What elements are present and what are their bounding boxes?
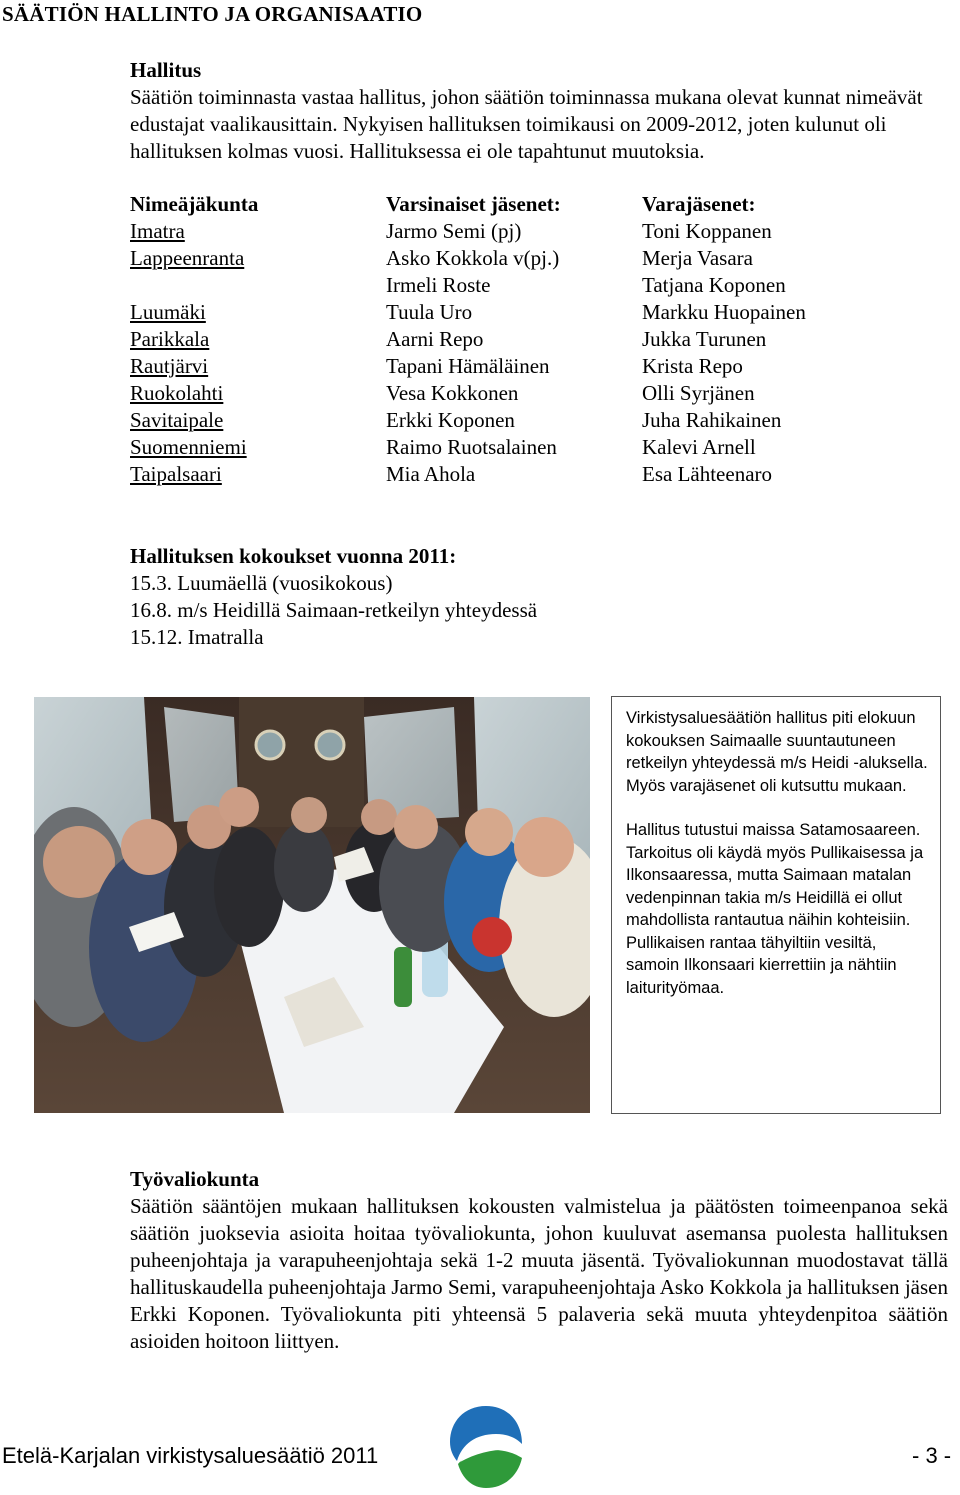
- deputy-cell: Merja Vasara: [642, 246, 753, 270]
- table-row: [130, 434, 930, 461]
- municipality-cell: [130, 272, 386, 299]
- photo-caption-box: [611, 696, 941, 1114]
- column-header-deputies: Varajäsenet:: [642, 192, 756, 216]
- meeting-photo: [34, 697, 590, 1113]
- deputy-cell: Kalevi Arnell: [642, 435, 756, 459]
- table-row: [130, 407, 930, 434]
- municipality-cell: Parikkala: [130, 327, 210, 351]
- member-cell: Jarmo Semi (pj): [386, 219, 522, 243]
- deputy-cell: Olli Syrjänen: [642, 381, 755, 405]
- member-cell: Erkki Koponen: [386, 408, 515, 432]
- foundation-logo-icon: [446, 1404, 526, 1490]
- hallitus-section: [130, 57, 950, 165]
- table-row: [130, 380, 930, 407]
- member-cell: Irmeli Roste: [386, 273, 491, 297]
- municipality-cell: Imatra: [130, 219, 185, 243]
- deputy-cell: Krista Repo: [642, 354, 743, 378]
- meeting-photo-illustration: [34, 697, 590, 1113]
- deputy-cell: Juha Rahikainen: [642, 408, 782, 432]
- member-cell: Asko Kokkola v(pj.): [386, 246, 560, 270]
- column-header-municipality: Nimeäjäkunta: [130, 192, 259, 216]
- member-cell: Tuula Uro: [386, 300, 473, 324]
- hallitus-heading: Hallitus: [130, 58, 202, 82]
- municipality-cell: Lappeenranta: [130, 246, 245, 270]
- deputy-cell: Markku Huopainen: [642, 300, 806, 324]
- column-header-members: Varsinaiset jäsenet:: [386, 192, 561, 216]
- table-row: [130, 461, 930, 488]
- member-cell: Vesa Kokkonen: [386, 381, 519, 405]
- tyovaliokunta-heading: Työvaliokunta: [130, 1167, 260, 1191]
- table-row: [130, 299, 930, 326]
- tyovaliokunta-section: [130, 1166, 948, 1355]
- municipality-cell: Rautjärvi: [130, 354, 209, 378]
- deputy-cell: Tatjana Koponen: [642, 273, 786, 297]
- footer-organization: Etelä-Karjalan virkistysaluesäätiö 2011: [2, 1443, 379, 1468]
- table-header-row: [130, 191, 930, 218]
- member-cell: Aarni Repo: [386, 327, 484, 351]
- caption-paragraph: Virkistysaluesäätiön hallitus piti elokuun kokouksen Saimaalle suuntautuneen retkeilyn yhteydessä m/s Heidi -aluksella. Myös varajäsenet oli kutsuttu mukaan.: [626, 709, 928, 795]
- meeting-item: 16.8. m/s Heidillä Saimaan-retkeilyn yhteydessä: [130, 598, 538, 622]
- deputy-cell: Jukka Turunen: [642, 327, 767, 351]
- hallitus-paragraph: Säätiön toiminnasta vastaa hallitus, johon säätiön toiminnassa mukana olevat kunnat nimeävät edustajat vaalikausittain. Nykyisen hallituksen toimikausi on 2009-2012, joten kulunut oli hallituksen kolmas vuosi. Hallituksessa ei ole tapahtunut muutoksia.: [130, 85, 923, 163]
- meetings-section: [130, 543, 830, 651]
- deputy-cell: Toni Koppanen: [642, 219, 772, 243]
- member-cell: Tapani Hämäläinen: [386, 354, 550, 378]
- logo-graphic: [446, 1404, 526, 1490]
- municipality-cell: Suomenniemi: [130, 435, 247, 459]
- deputy-cell: Esa Lähteenaro: [642, 462, 773, 486]
- table-row: [130, 326, 930, 353]
- table-row: [130, 245, 930, 272]
- municipality-cell: Savitaipale: [130, 408, 224, 432]
- meeting-item: 15.12. Imatralla: [130, 625, 264, 649]
- member-cell: Mia Ahola: [386, 462, 476, 486]
- table-row: [130, 353, 930, 380]
- meetings-heading: Hallituksen kokoukset vuonna 2011:: [130, 544, 457, 568]
- municipality-cell: Taipalsaari: [130, 462, 222, 486]
- caption-paragraph: Hallitus tutustui maissa Satamosaareen. Tarkoitus oli käydä myös Pullikaisessa ja Ilkonsaaressa, mutta Saimaan matalan vedenpinnan takia m/s Heidillä ei ollut mahdollista rantautua näihin kohteisiin. Pullikaisen rantaa tähyiltiin vesiltä, samoin Ilkonsaari kierrettiin ja nähtiin laiturityömaa.: [626, 821, 924, 997]
- board-members-table: [130, 191, 930, 488]
- municipality-cell: Luumäki: [130, 300, 206, 324]
- tyovaliokunta-paragraph: Säätiön sääntöjen mukaan hallituksen kokousten valmistelua ja päätösten toimeenpanoa sekä säätiön juoksevia asioita hoitaa työvaliokunta, johon kuuluvat asemansa puolesta hallituksen puheenjohtaja ja varapuheenjohtaja sekä 1-2 muuta jäsentä. Työvaliokunnan muodostavat tällä hallituskaudella puheenjohtaja Jarmo Semi, varapuheenjohtaja Asko Kokkola ja hallituksen jäsen Erkki Koponen. Työvaliokunta piti yhteensä 5 palaveria sekä muuta yhteydenpitoa säätiön asioiden hoitoon liittyen.: [130, 1194, 948, 1353]
- municipality-cell: Ruokolahti: [130, 381, 224, 405]
- meeting-item: 15.3. Luumäellä (vuosikokous): [130, 571, 393, 595]
- page-title: SÄÄTIÖN HALLINTO JA ORGANISAATIO: [2, 2, 423, 26]
- table-row: [130, 272, 930, 299]
- footer-page-number: - 3 -: [912, 1443, 952, 1468]
- member-cell: Raimo Ruotsalainen: [386, 435, 557, 459]
- table-row: [130, 218, 930, 245]
